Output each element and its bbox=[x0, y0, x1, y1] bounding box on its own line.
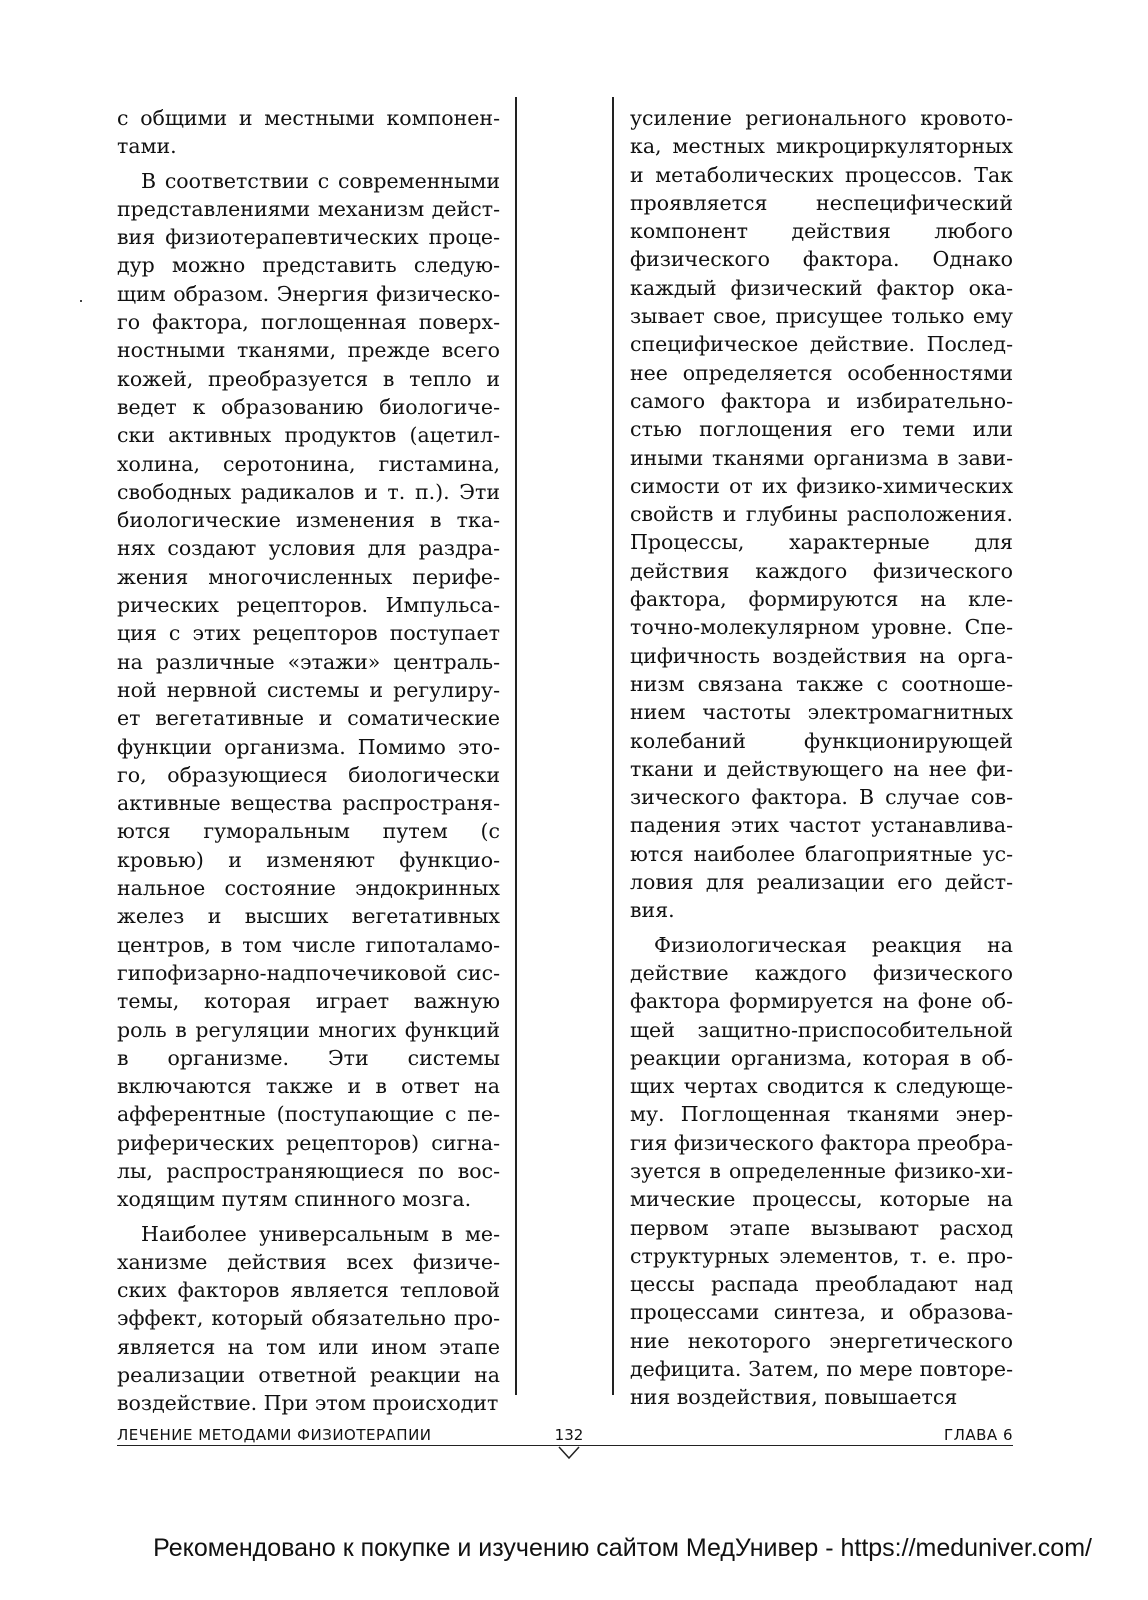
scan-speck bbox=[80, 300, 82, 302]
page-number: 132 bbox=[554, 1426, 584, 1444]
column-divider-right bbox=[612, 97, 614, 1395]
page-marker-icon bbox=[556, 1446, 582, 1460]
right-column bbox=[630, 104, 1013, 1412]
chapter-label: ГЛАВА 6 bbox=[943, 1426, 1013, 1444]
paragraph: с общими и местными компонентами. bbox=[117, 106, 500, 159]
paragraph: усиление регионального кровотока, местных микроциркуляторных и метаболических процессов. Так проявляется неспецифический компонент действия любого физического фактора. Однако каждый физический фактор оказывает свое, присущее только ему специфическое действие. Последнее определяется особенностями самого фактора и избирательностью поглощения его теми или иными тканями организма в зависимости от их физико-химических свойств и глубины расположения. Процессы, характерные для действия каждого физического фактора, формируются на клеточно-молекулярном уровне. Специфичность воздействия на организм связана также с соотношением частоты электромагнитных колебаний функционирующей ткани и действующего на нее физического фактора. В случае совпадения этих частот устанавливаются наиболее благоприятные условия для реализации его действия. bbox=[630, 106, 1013, 923]
column-divider-left bbox=[515, 97, 517, 1395]
running-footer-title: ЛЕЧЕНИЕ МЕТОДАМИ ФИЗИОТЕРАПИИ bbox=[117, 1426, 432, 1444]
watermark-text: Рекомендовано к покупке и изучению сайтом МедУнивер - https://meduniver.com/ bbox=[153, 1534, 1092, 1562]
paragraph: Физиологическая реакция на действие каждого физического фактора формируется на фоне общей защитно-приспособительной реакции организма, которая в общих чертах сводится к следующему. Поглощенная тканями энергия физического фактора преобразуется в определенные физико-химические процессы, которые на первом этапе вызывают расход структурных элементов, т. е. процессы распада преобладают над процессами синтеза, и образование некоторого энергетического дефицита. Затем, по мере повторения воздействия, повышается bbox=[630, 932, 1013, 1410]
paragraph: В соответствии с современными представлениями механизм действия физиотерапевтических процедур можно представить следующим образом. Энергия физического фактора, поглощенная поверхностными тканями, прежде всего кожей, преобразуется в тепло и ведет к образованию биологически активных продуктов (ацетилхолина, серотонина, гистамина, свободных радикалов и т. п.). Эти биологические изменения в тканях создают условия для раздражения многочисленных периферических рецепторов. Импульсация с этих рецепторов поступает на различные «этажи» центральной нервной системы и регулирует вегетативные и соматические функции организма. Помимо этого, образующиеся биологически активные вещества распространяются гуморальным путем (с кровью) и изменяют функциональное состояние эндокринных желез и высших вегетативных центров, в том числе гипоталамогипофизарно-надпочечиковой системы, которая играет важную роль в регуляции многих функций в организме. Эти системы включаются также и в ответ на афферентные (поступающие с периферических рецепторов) сигналы, распространяющиеся по восходящим путям спинного мозга. bbox=[117, 168, 500, 1212]
left-column bbox=[117, 104, 500, 1418]
paragraph: Наиболее универсальным в механизме действия всех физических факторов является тепловой эффект, который обязательно проявляется на том или ином этапе реализации ответной реакции на воздействие. При этом происходит bbox=[117, 1221, 500, 1416]
